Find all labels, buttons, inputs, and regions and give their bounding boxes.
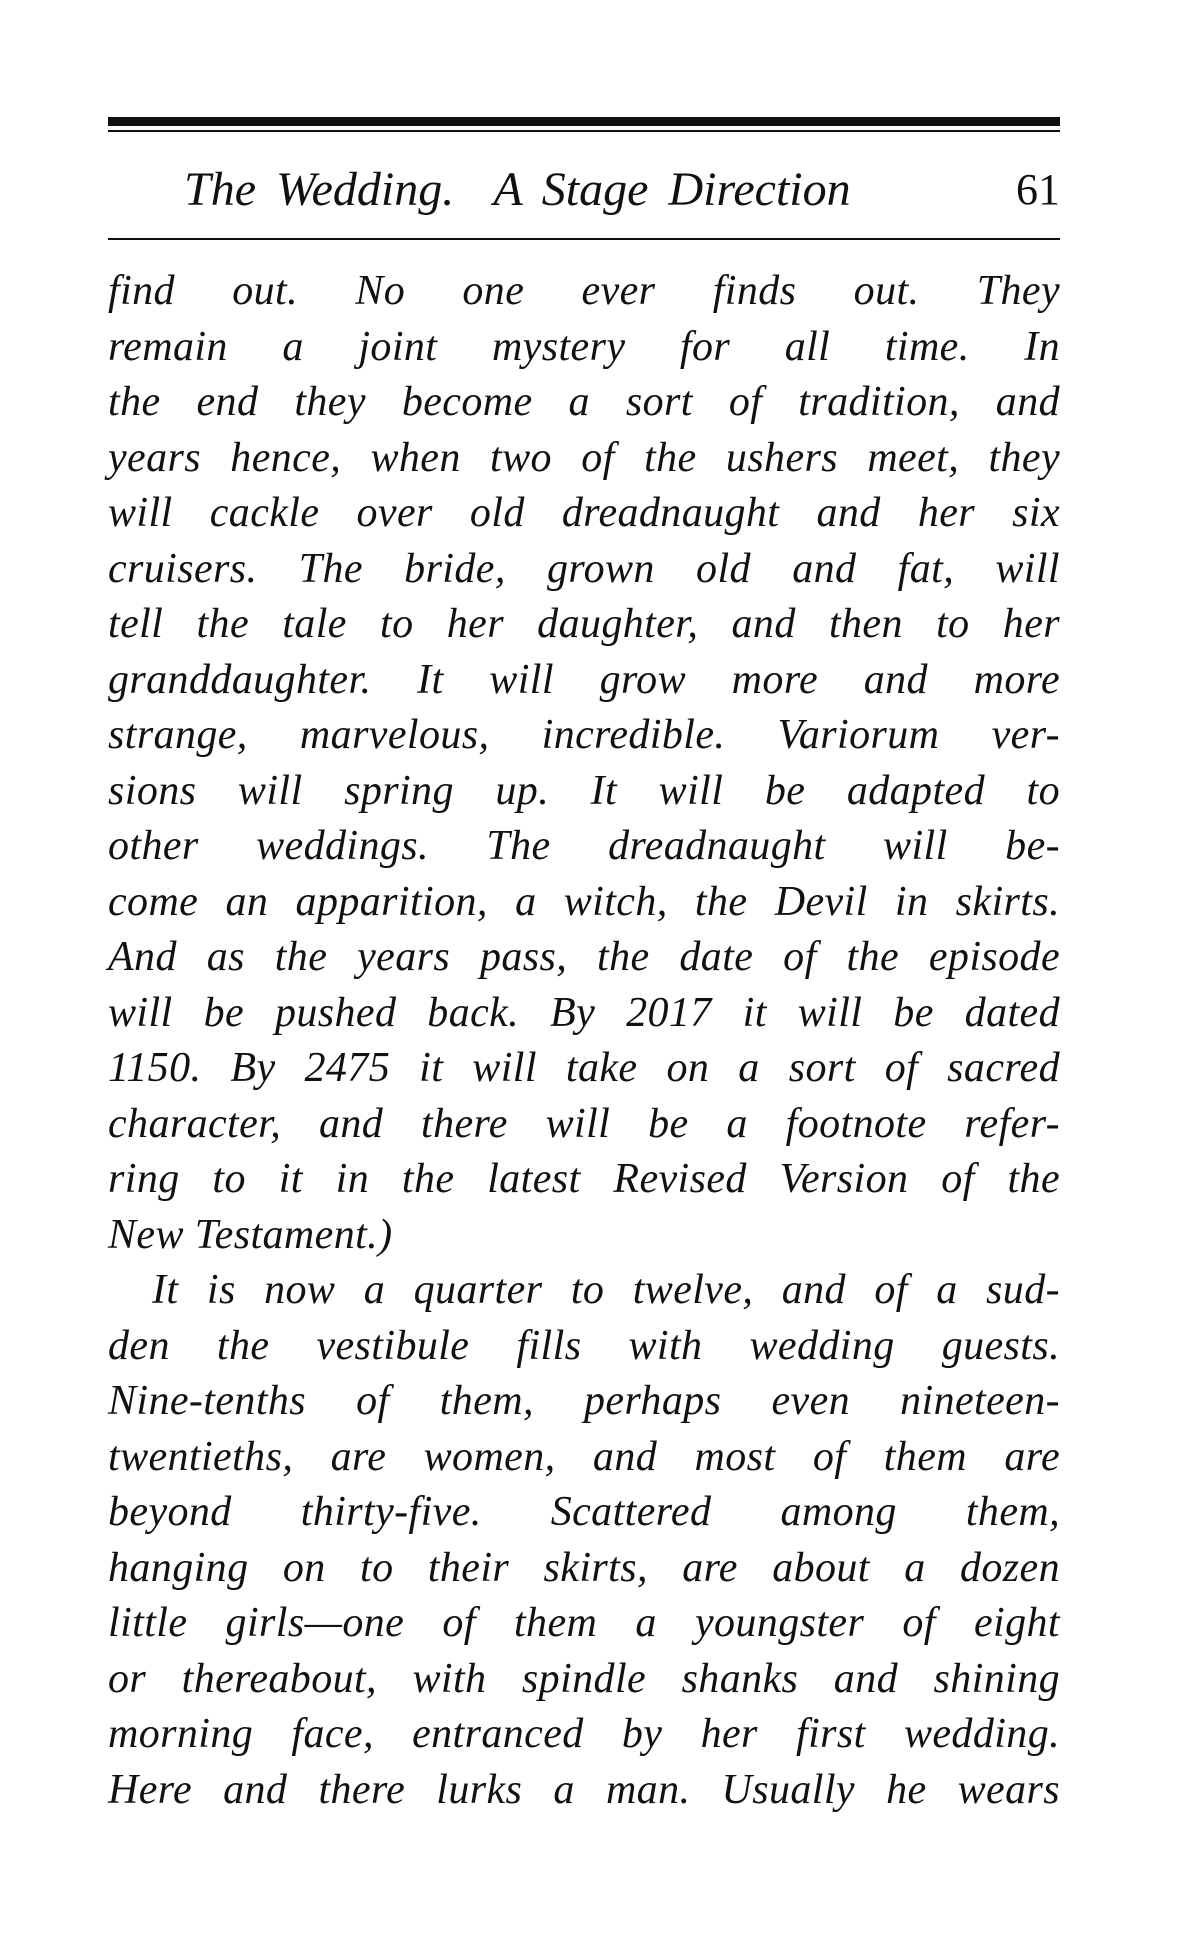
text-line: will cackle over old dreadnaught and her six [108,490,1060,536]
header-thin-rule [108,130,1060,132]
text-line: twentieths, are women, and most of them are [108,1433,1060,1480]
text-line: remain a joint mystery for all time. In [108,323,1060,370]
paragraph-start-line: It is now a quarter to twelve, and of a sud- [152,1267,1060,1313]
text-line: come an apparition, a witch, the Devil in skirts. [108,878,1060,925]
text-line: morning face, entranced by her first wedding. [108,1711,1060,1757]
body-text [108,264,1060,1818]
header-bottom-rule [108,238,1060,240]
text-line: ring to it in the latest Revised Version of the [108,1156,1060,1202]
text-line: tell the tale to her daughter, and then to her [108,601,1060,647]
text-line: years hence, when two of the ushers meet, they [108,434,1060,481]
text-line: 1150. By 2475 it will take on a sort of sacred [108,1045,1060,1091]
text-line: beyond thirty-five. Scattered among them, [108,1489,1060,1535]
text-line: or thereabout, with spindle shanks and shining [108,1655,1060,1702]
text-line: other weddings. The dreadnaught will be- [108,823,1060,869]
text-line: Here and there lurks a man. Usually he wears [108,1766,1060,1813]
text-line: character, and there will be a footnote refer- [108,1100,1060,1147]
header-heavy-rule [108,117,1060,126]
text-line: find out. No one ever finds out. They [108,268,1060,314]
text-line: cruisers. The bride, grown old and fat, will [108,545,1060,592]
text-line: And as the years pass, the date of the episode [108,934,1060,980]
text-line: the end they become a sort of tradition, and [108,379,1060,425]
page-number: 61 [1016,165,1060,214]
text-line: sions will spring up. It will be adapted to [108,767,1060,814]
text-line: den the vestibule fills with wedding guests. [108,1322,1060,1369]
text-line: granddaughter. It will grow more and more [108,656,1060,703]
text-line: strange, marvelous, incredible. Variorum ver- [108,712,1060,758]
running-head [108,160,1060,220]
running-title: The Wedding. A Stage Direction [184,163,851,216]
text-line: hanging on to their skirts, are about a dozen [108,1544,1060,1591]
text-line: will be pushed back. By 2017 it will be dated [108,989,1060,1036]
text-line: Nine-tenths of them, perhaps even nineteen- [108,1378,1060,1424]
paragraph-end-line: New Testament.) [108,1211,393,1258]
text-line: little girls—one of them a youngster of eight [108,1600,1060,1646]
